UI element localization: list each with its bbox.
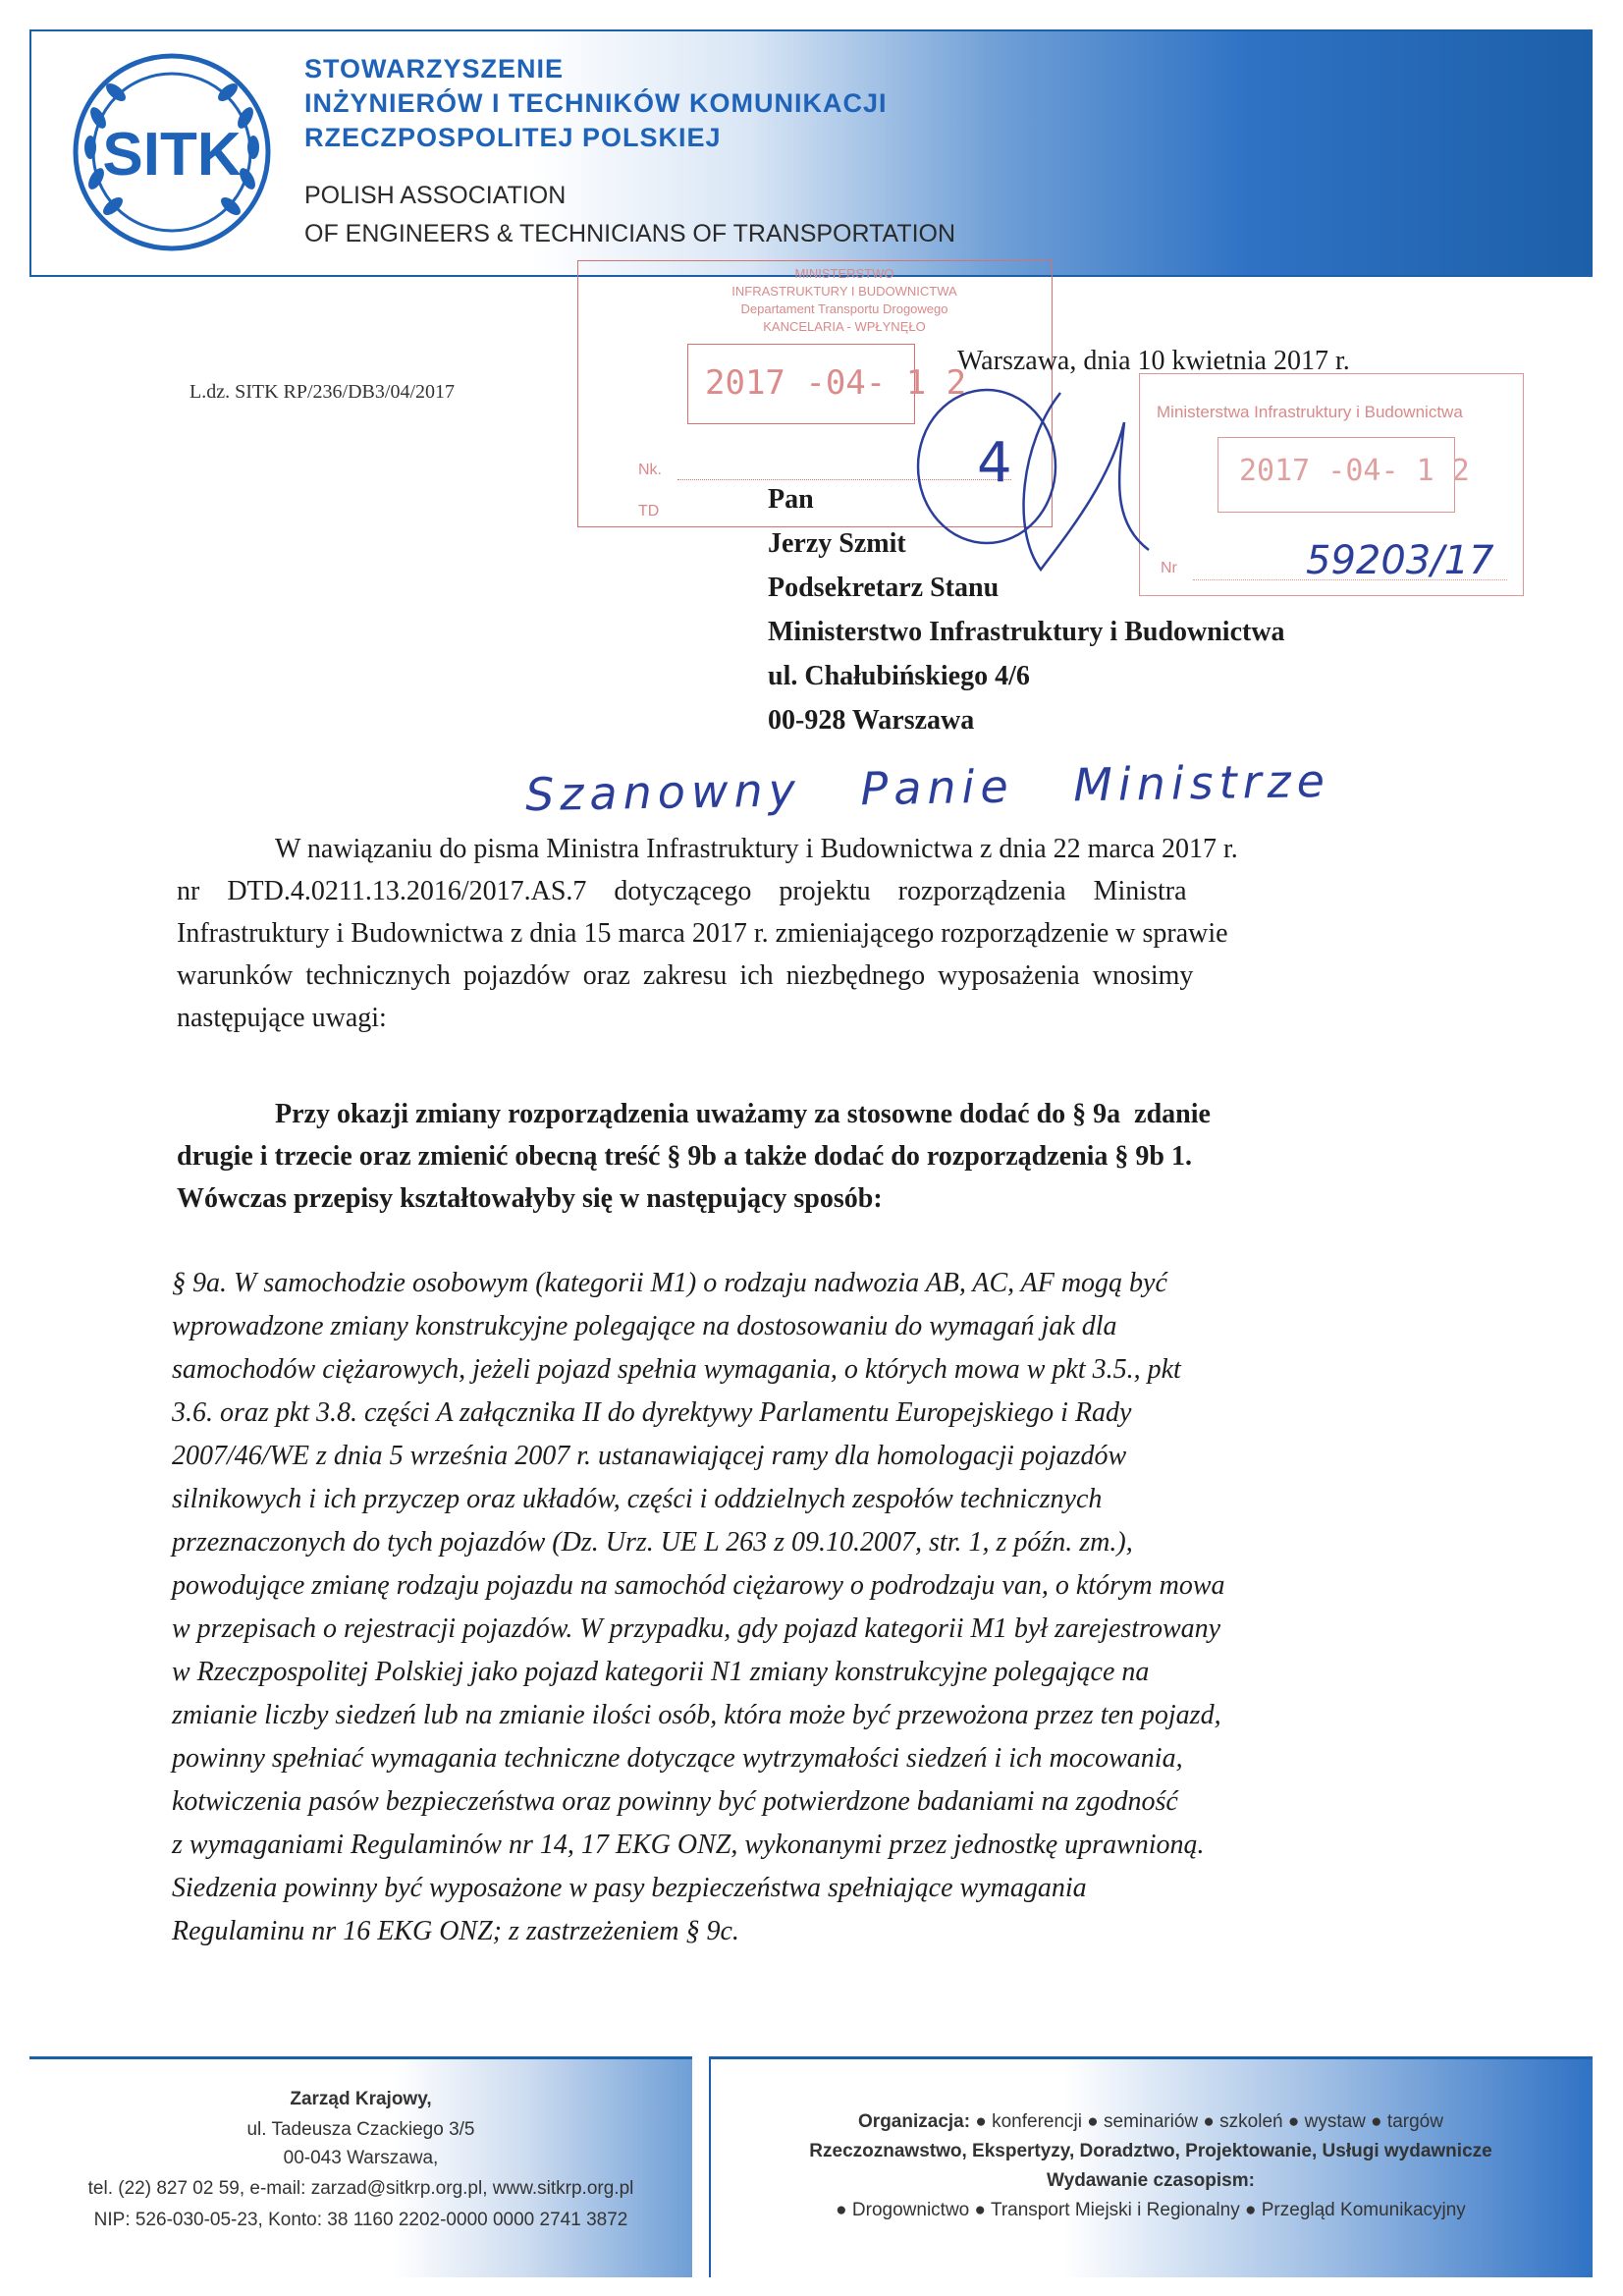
recipient-street: ul. Chałubińskiego 4/6 — [768, 661, 1030, 691]
p9a-line: kotwiczenia pasów bezpieczeństwa oraz powinny być potwierdzone badaniami na zgodność — [172, 1786, 1178, 1817]
organizacja-items: ● konferencji ● seminariów ● szkoleń ● wystaw ● targów — [975, 2111, 1443, 2132]
svg-text:SITK: SITK — [102, 121, 242, 189]
org-name-en-line-1: POLISH ASSOCIATION — [304, 182, 567, 209]
footer-postal: 00-043 Warszawa, — [283, 2148, 439, 2168]
stamp2-line: Ministerstwa Infrastruktury i Budownictwa — [1157, 403, 1463, 421]
recipient-title: Podsekretarz Stanu — [768, 573, 1000, 603]
org-name-pl-line-1: STOWARZYSZENIE — [304, 54, 565, 83]
intro-paragraph — [177, 828, 1422, 1039]
p9a-line: 2007/46/WE z dnia 5 września 2007 r. ustanawiającej ramy dla homologacji pojazdów — [172, 1441, 1127, 1471]
svg-text:4: 4 — [977, 431, 1012, 495]
p9a-line: samochodów ciężarowych, jeżeli pojazd spełnia wymagania, o których mowa w pkt 3.5., pkt — [172, 1354, 1181, 1385]
org-name-pl-line-2: INŻYNIERÓW I TECHNIKÓW KOMUNIKACJI — [304, 88, 888, 118]
p9a-line: wprowadzone zmiany konstrukcyjne polegające na dostosowaniu do wymagań jak dla — [172, 1311, 1117, 1341]
proposal-line: Wówczas przepisy kształtowałyby się w następujący sposób: — [177, 1183, 883, 1214]
stamp-line: Departament Transportu Drogowego — [740, 301, 948, 316]
p9a-line: zmianie liczby siedzeń lub na zmianie ilości osób, która może być przewożona przez ten pojazd, — [172, 1700, 1221, 1730]
footer-contact: tel. (22) 827 02 59, e-mail: zarzad@sitkrp.org.pl, www.sitkrp.org.pl — [87, 2178, 634, 2199]
intro-line: W nawiązaniu do pisma Ministra Infrastruktury i Budownictwa z dnia 22 marca 2017 r. — [275, 834, 1238, 864]
recipient-name: Jerzy Szmit — [768, 528, 906, 559]
footer-board-title: Zarząd Krajowy, — [290, 2089, 432, 2109]
footer-organizacja — [709, 2111, 1593, 2133]
p9a-line: § 9a. W samochodzie osobowym (kategorii M1) o rodzaju nadwozia AB, AC, AF mogą być — [172, 1268, 1167, 1298]
proposal-line: drugie i trzecie oraz zmienić obecną treść § 9b a także dodać do rozporządzenia § 9b 1. — [177, 1141, 1192, 1172]
p9a-line: powinny spełniać wymagania techniczne dotyczące wytrzymałości siedzeń i ich mocowania, — [172, 1743, 1183, 1774]
stamp-date: 2017 -04- 1 2 — [705, 363, 967, 403]
paragraph-9a — [172, 1262, 1422, 1953]
org-name-pl-line-3: RZECZPOSPOLITEJ POLSKIEJ — [304, 123, 722, 152]
p9a-line: silnikowych i ich przyczep oraz układów, części i oddzielnych zespołów technicznych — [172, 1484, 1103, 1514]
footer-nip: NIP: 526-030-05-23, Konto: 38 1160 2202-0000 0000 2741 3872 — [93, 2210, 628, 2230]
stamp-line: KANCELARIA - WPŁYNĘŁO — [763, 319, 926, 334]
intro-line: Infrastruktury i Budownictwa z dnia 15 marca 2017 r. zmieniającego rozporządzenie w sprawie — [177, 918, 1228, 949]
footer-address: ul. Tadeusza Czackiego 3/5 — [246, 2119, 475, 2140]
stamp-nk-label: Nk. — [638, 462, 662, 478]
proposal-paragraph — [177, 1093, 1422, 1220]
proposal-line: Przy okazji zmiany rozporządzenia uważamy za stosowne dodać do § 9a zdanie — [275, 1099, 1211, 1129]
p9a-line: w przepisach o rejestracji pojazdów. W przypadku, gdy pojazd kategorii M1 był zarejestrowany — [172, 1613, 1221, 1644]
stamp-line: MINISTERSTWO — [794, 266, 894, 281]
intro-line: warunków technicznych pojazdów oraz zakresu ich niezbędnego wyposażenia wnosimy — [177, 960, 1194, 991]
recipient-city: 00-928 Warszawa — [768, 705, 975, 736]
handwritten-circle-mark — [913, 383, 1159, 579]
p9a-line: Siedzenia powinny być wyposażone w pasy bezpieczeństwa spełniające wymagania — [172, 1873, 1087, 1903]
intro-line: następujące uwagi: — [177, 1003, 387, 1033]
p9a-line: Regulaminu nr 16 EKG ONZ; z zastrzeżeniem § 9c. — [172, 1916, 739, 1946]
handwritten-reference-number: 59203/17 — [1306, 538, 1494, 583]
intro-line: nr DTD.4.0211.13.2016/2017.AS.7 dotyczącego projektu rozporządzenia Ministra — [177, 876, 1187, 906]
footer-publishing-label: Wydawanie czasopism: — [1047, 2170, 1255, 2191]
p9a-line: 3.6. oraz pkt 3.8. części A załącznika II do dyrektywy Parlamentu Europejskiego i Rady — [172, 1397, 1132, 1428]
recipient-salutation: Pan — [768, 484, 814, 515]
organizacja-label: Organizacja: — [858, 2111, 971, 2132]
p9a-line: przeznaczonych do tych pojazdów (Dz. Urz. UE L 263 z 09.10.2007, str. 1, z późn. zm.), — [172, 1527, 1133, 1558]
stamp-td-label: TD — [638, 503, 660, 519]
p9a-line: powodujące zmianę rodzaju pojazdu na samochód ciężarowy o podrodzaju van, o którym mowa — [172, 1570, 1225, 1601]
recipient-institution: Ministerstwo Infrastruktury i Budownictwa — [768, 617, 1285, 647]
handwritten-greeting: Szanowny Panie Ministrze — [524, 753, 1331, 822]
footer-activities-box — [709, 2056, 1593, 2277]
footer-journals: ● Drogownictwo ● Transport Miejski i Regionalny ● Przegląd Komunikacyjny — [836, 2200, 1466, 2220]
stamp-line: INFRASTRUKTURY I BUDOWNICTWA — [731, 284, 957, 299]
org-name-en-line-2: OF ENGINEERS & TECHNICIANS OF TRANSPORTATION — [304, 220, 956, 247]
p9a-line: w Rzeczpospolitej Polskiej jako pojazd kategorii N1 zmiany konstrukcyjne polegające na — [172, 1657, 1150, 1687]
received-stamp-header — [648, 265, 1041, 336]
footer-services: Rzeczoznawstwo, Ekspertyzy, Doradztwo, Projektowanie, Usługi wydawnicze — [809, 2141, 1492, 2161]
p9a-line: z wymaganiami Regulaminów nr 14, 17 EKG ONZ, wykonanymi przez jednostkę uprawnioną. — [172, 1830, 1205, 1860]
stamp2-nr-label: Nr — [1161, 560, 1177, 576]
sitk-logo — [69, 49, 275, 255]
stamp2-date: 2017 -04- 1 2 — [1239, 454, 1470, 488]
letter-date: Warszawa, dnia 10 kwietnia 2017 r. — [957, 346, 1350, 376]
document-reference: L.dz. SITK RP/236/DB3/04/2017 — [189, 381, 456, 403]
